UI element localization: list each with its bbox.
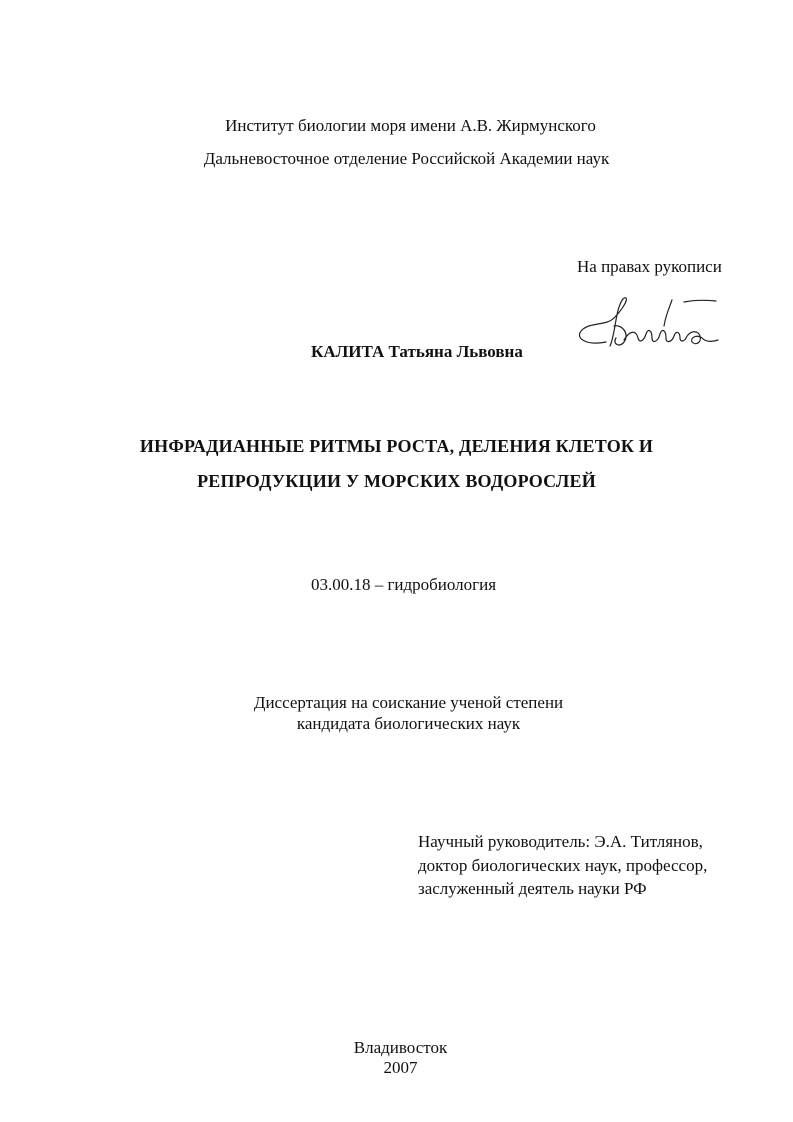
institute-name: Институт биологии моря имени А.В. Жирмунского <box>225 116 596 135</box>
academy-branch: Дальневосточное отделение Российской Академии наук <box>203 149 610 168</box>
author-signature <box>566 290 726 362</box>
city: Владивосток <box>353 1038 448 1057</box>
degree-line-1: Диссертация на соискание ученой степени <box>253 693 564 712</box>
advisor-line-3: заслуженный деятель науки РФ <box>418 879 647 898</box>
degree-line-2: кандидата биологических наук <box>296 714 521 733</box>
dissertation-title-line-1: ИНФРАДИАННЫЕ РИТМЫ РОСТА, ДЕЛЕНИЯ КЛЕТОК И <box>139 436 654 456</box>
manuscript-note: На правах рукописи <box>577 257 722 276</box>
advisor-line-1: Научный руководитель: Э.А. Титлянов, <box>418 832 703 851</box>
specialty-code: 03.00.18 – гидробиология <box>310 575 497 594</box>
advisor-line-2: доктор биологических наук, профессор, <box>418 856 708 875</box>
dissertation-title-line-2: РЕПРОДУКЦИИ У МОРСКИХ ВОДОРОСЛЕЙ <box>197 471 596 491</box>
author-name: КАЛИТА Татьяна Львовна <box>311 342 523 361</box>
year: 2007 <box>383 1058 418 1077</box>
